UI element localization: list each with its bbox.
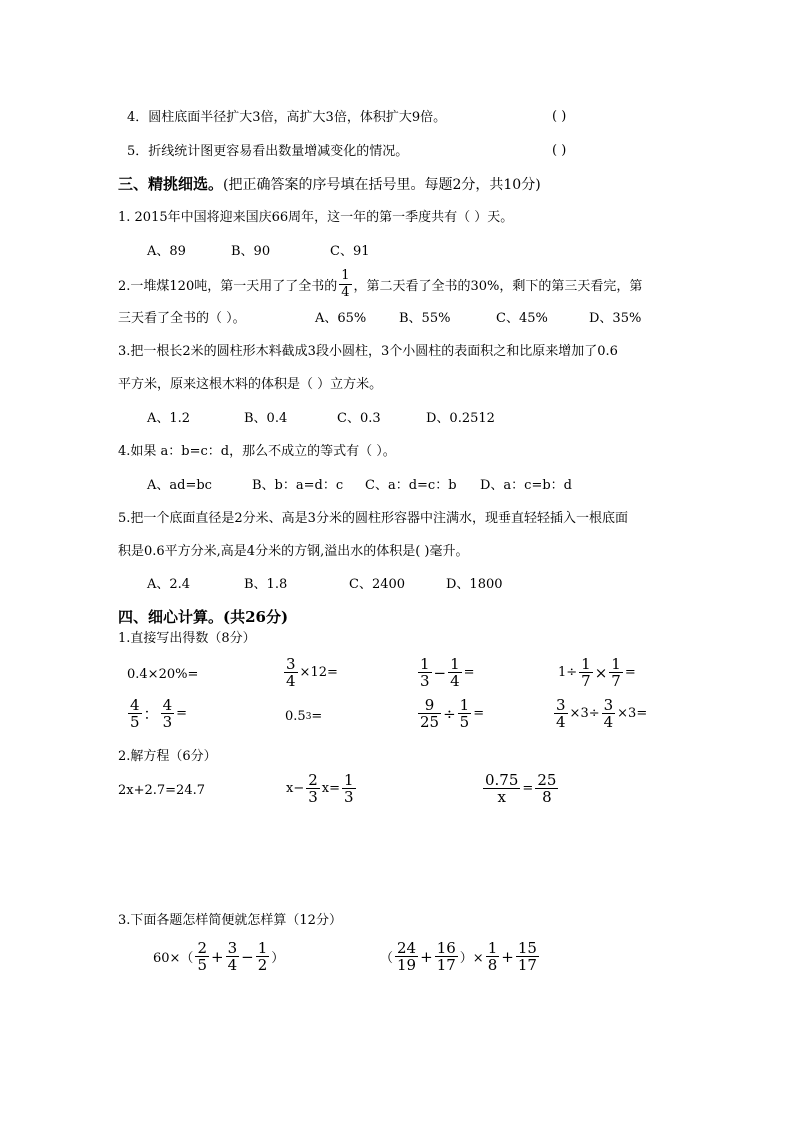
s3-q1-option: B、90 xyxy=(231,244,271,259)
s3-q3-line2: 平方米，原来这根木料的体积是（ ）立方米。 xyxy=(118,377,383,392)
fraction: 1 3 xyxy=(420,655,430,690)
fraction: $\frac{3}{4}$ xyxy=(603,696,614,731)
section4-title: 四、细心计算。(共26分) xyxy=(118,608,289,626)
calc-e6: 0.5 3 = xyxy=(285,709,323,724)
equation-1: 2x+2.7=24.7 xyxy=(118,783,206,798)
s3-q5-option: B、1.8 xyxy=(244,577,288,592)
calc-e5: 4 5 ： $\frac{4}{3}$ = xyxy=(130,696,188,731)
simplify-1: 60×（ 2 5 + $\frac{3}{4}$ − $\frac{1}{2}$ ） xyxy=(153,939,285,974)
fraction: $\frac{25}{8}$ xyxy=(537,771,557,806)
judge-q4: 4．圆柱底面半径扩大3倍，高扩大3倍，体积扩大9倍。 xyxy=(127,110,447,125)
fraction: $\frac{1}{2}$ xyxy=(257,939,268,974)
judge-q5: 5．折线统计图更容易看出数量增减变化的情况。 xyxy=(127,144,409,159)
answer-paren[interactable]: ( ) xyxy=(552,143,567,158)
fraction: $\frac{3}{4}$ xyxy=(556,696,566,731)
s3-q2-line2: 三天看了全书的（ ）。 xyxy=(118,311,246,326)
s3-q3-option: A、1.2 xyxy=(147,411,191,426)
calc-e1: 0.4×20%= xyxy=(127,667,199,682)
fraction: $\frac{4}{3}$ xyxy=(162,696,173,731)
s3-q1-option: A、89 xyxy=(147,244,186,259)
s3-q5-line1: 5.把一个底面直径是2分米、高是3分米的圆柱形容器中注满水，现垂直轻轻插入一根底面 xyxy=(118,511,628,526)
s3-q2-option: B、55% xyxy=(399,311,451,326)
fraction: 4 5 xyxy=(130,696,140,731)
calc-e8: $\frac{3}{4}$ ×3÷ $\frac{3}{4}$ ×3= xyxy=(556,696,648,731)
equation-2: x− $\frac{2}{3}$ x= $\frac{1}{3}$ xyxy=(286,771,354,806)
fraction: 2 5 xyxy=(197,939,207,974)
fraction: $\frac{1}{8}$ xyxy=(487,939,498,974)
s3-q3-line1: 3.把一根长2米的圆柱形木料截成3段小圆柱，3个小圆柱的表面积之和比原来增加了0.6 xyxy=(118,344,618,359)
fraction: $\frac{1}{7}$ xyxy=(611,655,621,690)
fraction: $\frac{1}{4}$ xyxy=(450,655,460,690)
s3-q2-text-a: 2.一堆煤120吨，第一天用了了全书的 xyxy=(118,279,338,294)
s3-q2-option: A、65% xyxy=(315,311,367,326)
calc-e4: 1÷ $\frac{1}{7}$ × $\frac{1}{7}$ = xyxy=(558,655,636,690)
fraction: $\frac{3}{4}$ xyxy=(227,939,238,974)
answer-paren[interactable]: ( ) xyxy=(552,109,567,124)
s3-q2-option: D、35% xyxy=(589,311,642,326)
s3-q3-option: B、0.4 xyxy=(244,411,288,426)
section3-title: 三、精挑细选。 xyxy=(118,175,224,193)
fraction: $\frac{16}{17}$ xyxy=(436,939,456,974)
calc-e7: $\frac{9}{25}$ ÷ $\frac{1}{5}$ = xyxy=(420,696,485,731)
calc-e2: $\frac{3}{4}$ ×12= xyxy=(286,655,338,690)
s3-q1-text: 1. 2015年中国将迎来国庆66周年，这一年的第一季度共有（ ）天。 xyxy=(118,210,514,225)
s3-q5-line2: 积是0.6平方分米,高是4分米的方钢,溢出水的体积是( )毫升。 xyxy=(118,544,469,559)
section3-heading xyxy=(118,175,541,195)
s3-q4-option: A、ad=bc xyxy=(147,478,212,493)
s3-q4-option: B、b：a=d：c xyxy=(252,478,344,493)
s3-q3-option: C、0.3 xyxy=(337,411,381,426)
s3-q4-text: 4.如果 a：b=c：d，那么不成立的等式有（ ）。 xyxy=(118,444,396,459)
s3-q5-option: D、1800 xyxy=(446,577,503,592)
fraction: $\frac{1}{5}$ xyxy=(459,696,470,731)
s3-q5-option: C、2400 xyxy=(349,577,406,592)
fraction: $\frac{1}{7}$ xyxy=(581,655,591,690)
s3-q3-option: D、0.2512 xyxy=(426,411,495,426)
s3-q4-option: D、a：c=b：d xyxy=(480,478,572,493)
calc-e3: 1 3 − $\frac{1}{4}$ = xyxy=(420,655,475,690)
s4-p1-title: 1.直接写出得数（8分） xyxy=(118,631,256,646)
s3-q4-option: C、a：d=c：b xyxy=(365,478,457,493)
s4-p3-title: 3.下面各题怎样简便就怎样算（12分） xyxy=(118,913,342,928)
simplify-2: （ 24 19 + $\frac{16}{17}$ ）× $\frac{1}{8}$ + $\frac{15}{17}$ xyxy=(380,939,537,974)
section3-note: (把正确答案的序号填在括号里。每题2分，共10分) xyxy=(223,177,541,193)
s3-q2-line1 xyxy=(118,268,642,301)
fraction: $\frac{2}{3}$ xyxy=(308,771,318,806)
fraction: $\frac{15}{17}$ xyxy=(517,939,537,974)
equation-3: $\frac{0.75}{x}$ = $\frac{25}{8}$ xyxy=(485,771,557,806)
fraction: $\frac{3}{4}$ xyxy=(286,655,296,690)
s3-q1-option: C、91 xyxy=(330,244,370,259)
fraction: 24 19 xyxy=(397,939,417,974)
fraction: $\frac{0.75}{x}$ xyxy=(485,771,519,806)
s3-q5-option: A、2.4 xyxy=(147,577,191,592)
fraction: $\frac{1}{3}$ xyxy=(344,771,354,806)
s3-q2-text-b: ，第二天看了全书的30%，剩下的第三天看完，第 xyxy=(353,279,643,294)
s4-p2-title: 2.解方程（6分） xyxy=(118,749,217,764)
fraction: 1 4 xyxy=(341,268,350,300)
s3-q2-option: C、45% xyxy=(496,311,548,326)
fraction: $\frac{9}{25}$ xyxy=(420,696,440,731)
